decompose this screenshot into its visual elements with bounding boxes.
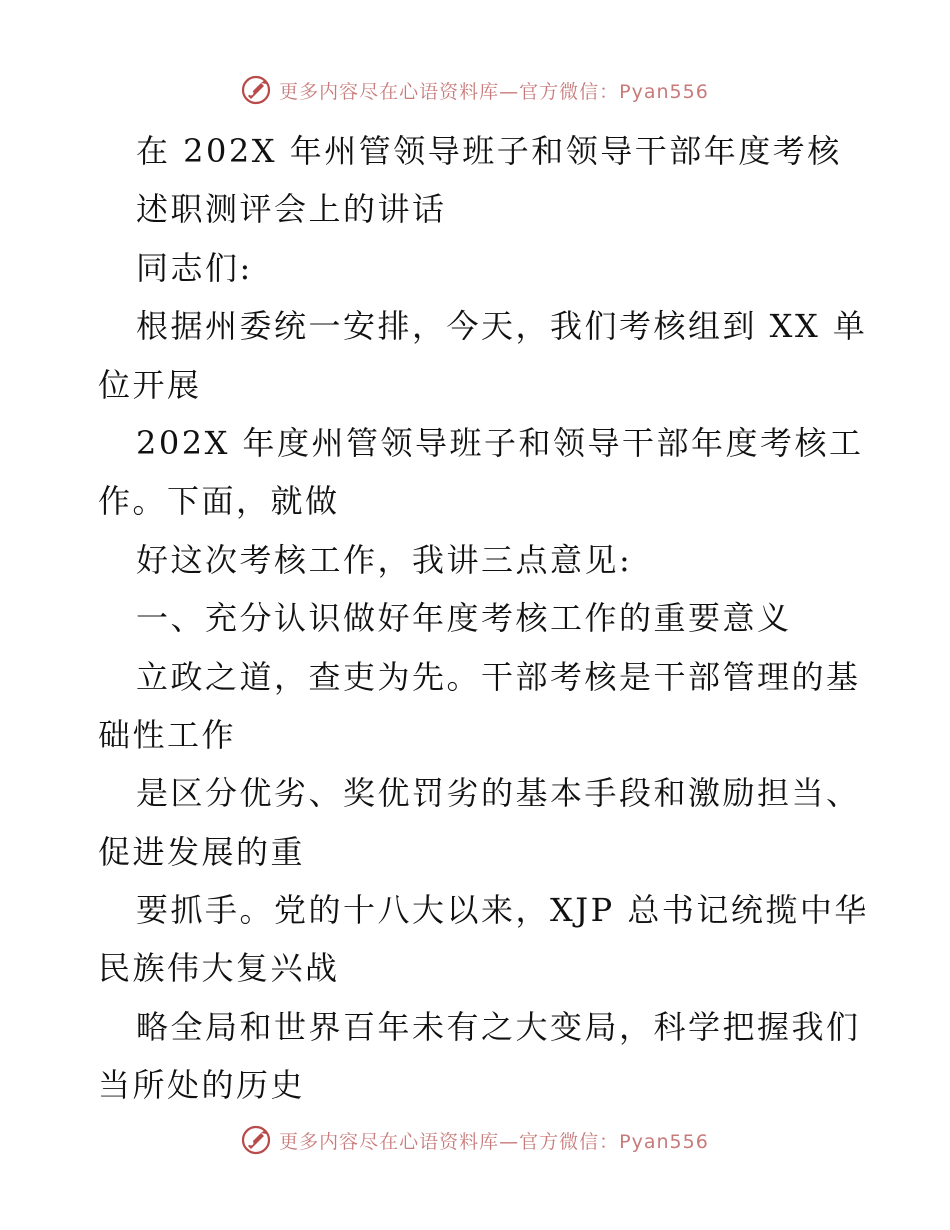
body-line: 作。下面，就做 [98,482,340,521]
watermark-text: 更多内容尽在心语资料库—官方微信：Pyan556 [279,80,709,103]
body-line: 同志们: [136,248,253,287]
body-line: 好这次考核工作，我讲三点意见: [136,540,633,579]
body-line: 位开展 [98,365,202,404]
body-line: 202X 年度州管领导班子和领导干部年度考核工 [136,423,864,462]
quill-logo-icon [241,1125,271,1155]
watermark-banner-top [0,70,950,110]
body-line: 根据州委统一安排，今天，我们考核组到 XX 单 [136,307,868,346]
body-line: 是区分优劣、奖优罚劣的基本手段和激励担当、 [136,774,861,813]
body-line: 要抓手。党的十八大以来，XJP 总书记统揽中华 [136,891,869,930]
body-line: 在 202X 年州管领导班子和领导干部年度考核 [136,132,842,170]
body-line: 促进发展的重 [98,832,306,871]
quill-logo-icon [241,75,271,105]
watermark-banner-bottom [0,1120,950,1160]
body-line: 述职测评会上的讲话 [136,190,447,229]
body-line: 立政之道，查吏为先。干部考核是干部管理的基 [136,657,861,696]
body-line: 民族伟大复兴战 [98,949,340,988]
body-line: 一、充分认识做好年度考核工作的重要意义 [136,599,792,638]
document-body [98,122,869,1115]
body-line: 略全局和世界百年未有之大变局，科学把握我们 [136,1007,861,1046]
body-line: 础性工作 [98,715,237,754]
body-line: 当所处的历史 [98,1066,306,1105]
watermark-text: 更多内容尽在心语资料库—官方微信：Pyan556 [279,1130,709,1153]
